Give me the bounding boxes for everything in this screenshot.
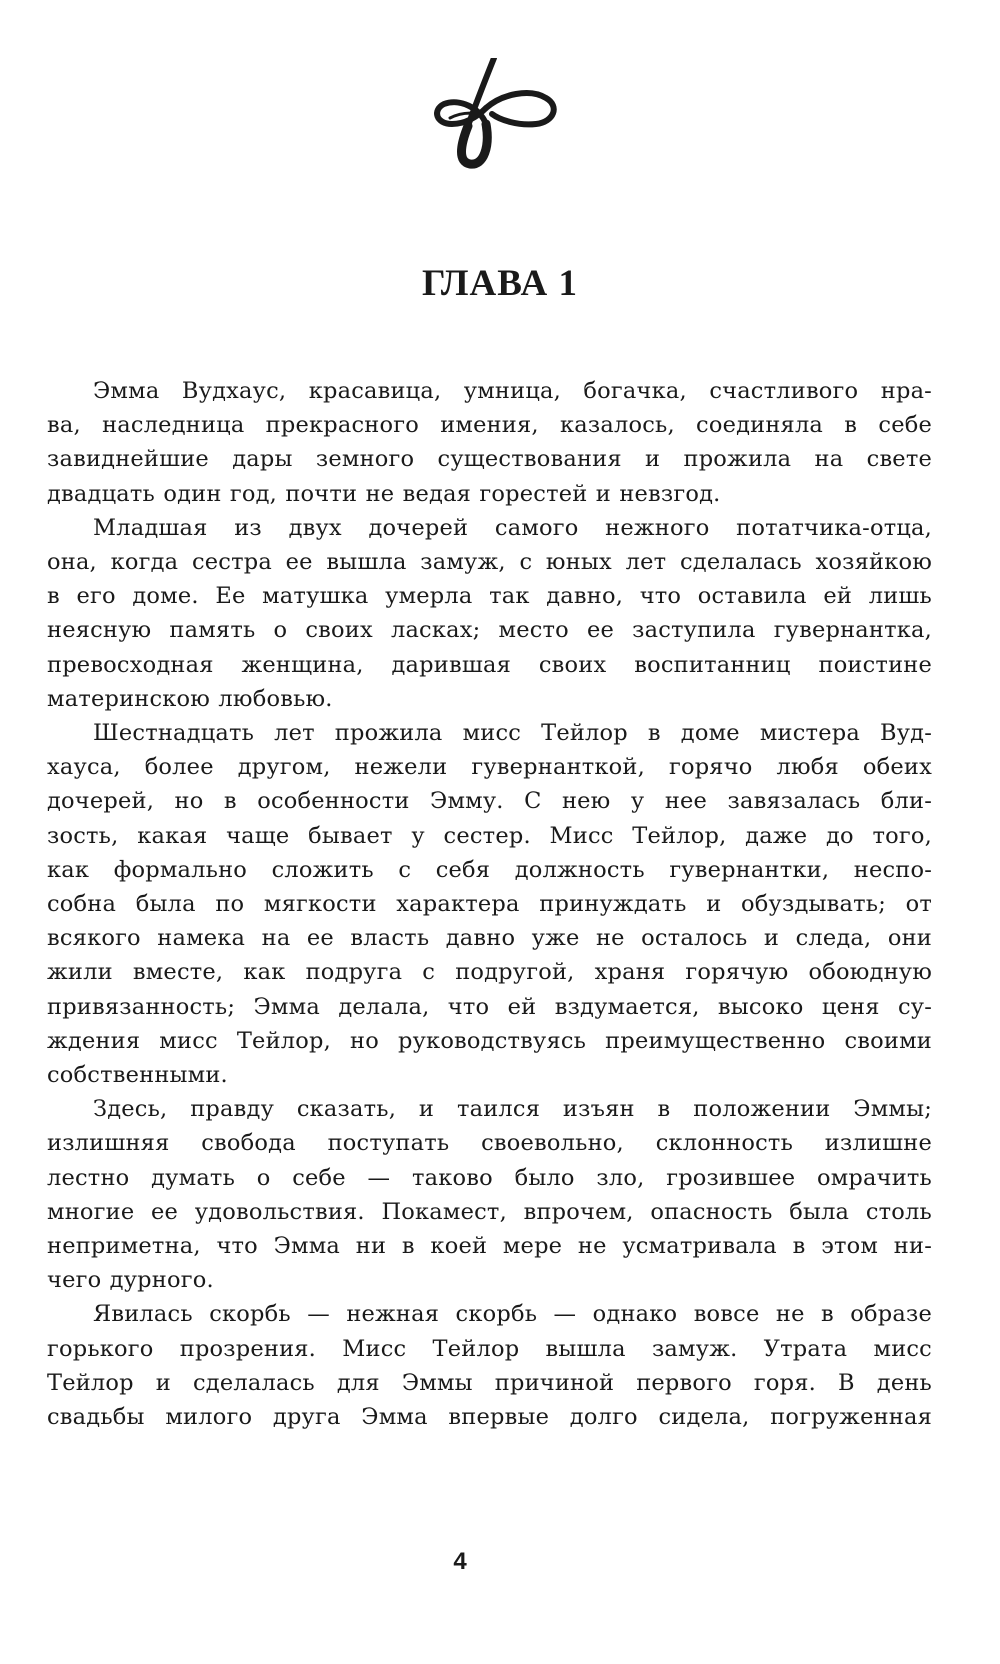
text-line: лестно думать о себе — таково было зло, грозившее омрачить <box>47 1164 932 1191</box>
text-line: жили вместе, как подруга с подругой, храня горячую обоюдную <box>47 959 932 986</box>
flourish-ornament-icon <box>430 58 570 178</box>
text-line: завиднейшие дары земного существования и прожила на свете <box>47 446 932 473</box>
text-line: собственными. <box>47 1062 228 1089</box>
text-line: двадцать один год, почти не ведая горестей и невзгод. <box>47 480 721 507</box>
text-line: превосходная женщина, дарившая своих воспитанниц поистине <box>47 651 932 678</box>
text-line: хауса, более другом, нежели гувернанткой, горячо любя обеих <box>47 754 932 781</box>
paragraph <box>47 1092 932 1297</box>
text-line: многие ее удовольствия. Покамест, впрочем, опасность была столь <box>47 1198 932 1225</box>
text-line: привязанность; Эмма делала, что ей вздумается, высоко ценя су- <box>47 993 932 1020</box>
text-line: она, когда сестра ее вышла замуж, с юных лет сделалась хозяйкою <box>47 549 932 576</box>
text-line: Тейлор и сделалась для Эммы причиной первого горя. В день <box>47 1369 932 1396</box>
text-line: в его доме. Ее матушка умерла так давно, что оставила ей лишь <box>47 583 932 610</box>
text-line: Младшая из двух дочерей самого нежного потатчика-отца, <box>93 514 932 541</box>
text-line: Явилась скорбь — нежная скорбь — однако вовсе не в образе <box>93 1301 932 1328</box>
text-line: Здесь, правду сказать, и таился изъян в положении Эммы; <box>93 1096 932 1123</box>
paragraph <box>47 716 932 1092</box>
text-line: зость, какая чаще бывает у сестер. Мисс Тейлор, даже до того, <box>47 822 932 849</box>
chapter-body <box>47 374 932 1434</box>
text-line: неясную память о своих ласках; место ее заступила гувернантка, <box>47 617 932 644</box>
text-line: всякого намека на ее власть давно уже не осталось и следа, они <box>47 925 932 952</box>
text-line: дочерей, но в особенности Эмму. С нею у нее завязалась бли- <box>47 788 932 815</box>
text-line: Эмма Вудхаус, красавица, умница, богачка, счастливого нра- <box>93 378 932 404</box>
text-line: Шестнадцать лет прожила мисс Тейлор в доме мистера Вуд- <box>93 720 932 747</box>
text-line: собна была по мягкости характера принуждать и обуздывать; от <box>47 891 932 918</box>
paragraph <box>47 1297 932 1434</box>
page-number: 4 <box>453 1548 467 1575</box>
text-line: чего дурного. <box>47 1267 214 1294</box>
text-line: излишняя свобода поступать своевольно, склонность излишне <box>47 1130 932 1157</box>
text-line: ва, наследница прекрасного имения, казалось, соединяла в себе <box>47 412 932 439</box>
text-line: материнскою любовью. <box>47 685 333 712</box>
paragraph <box>47 511 932 716</box>
text-line: ждения мисс Тейлор, но руководствуясь преимущественно своими <box>47 1027 932 1054</box>
text-line: свадьбы милого друга Эмма впервые долго сидела, погруженная <box>47 1404 932 1431</box>
paragraph <box>47 374 932 511</box>
text-line: горького прозрения. Мисс Тейлор вышла замуж. Утрата мисс <box>47 1335 932 1362</box>
text-line: неприметна, что Эмма ни в коей мере не усматривала в этом ни- <box>47 1233 932 1260</box>
chapter-title: ГЛАВА 1 <box>421 263 579 304</box>
text-line: как формально сложить с себя должность гувернантки, неспо- <box>47 856 932 883</box>
